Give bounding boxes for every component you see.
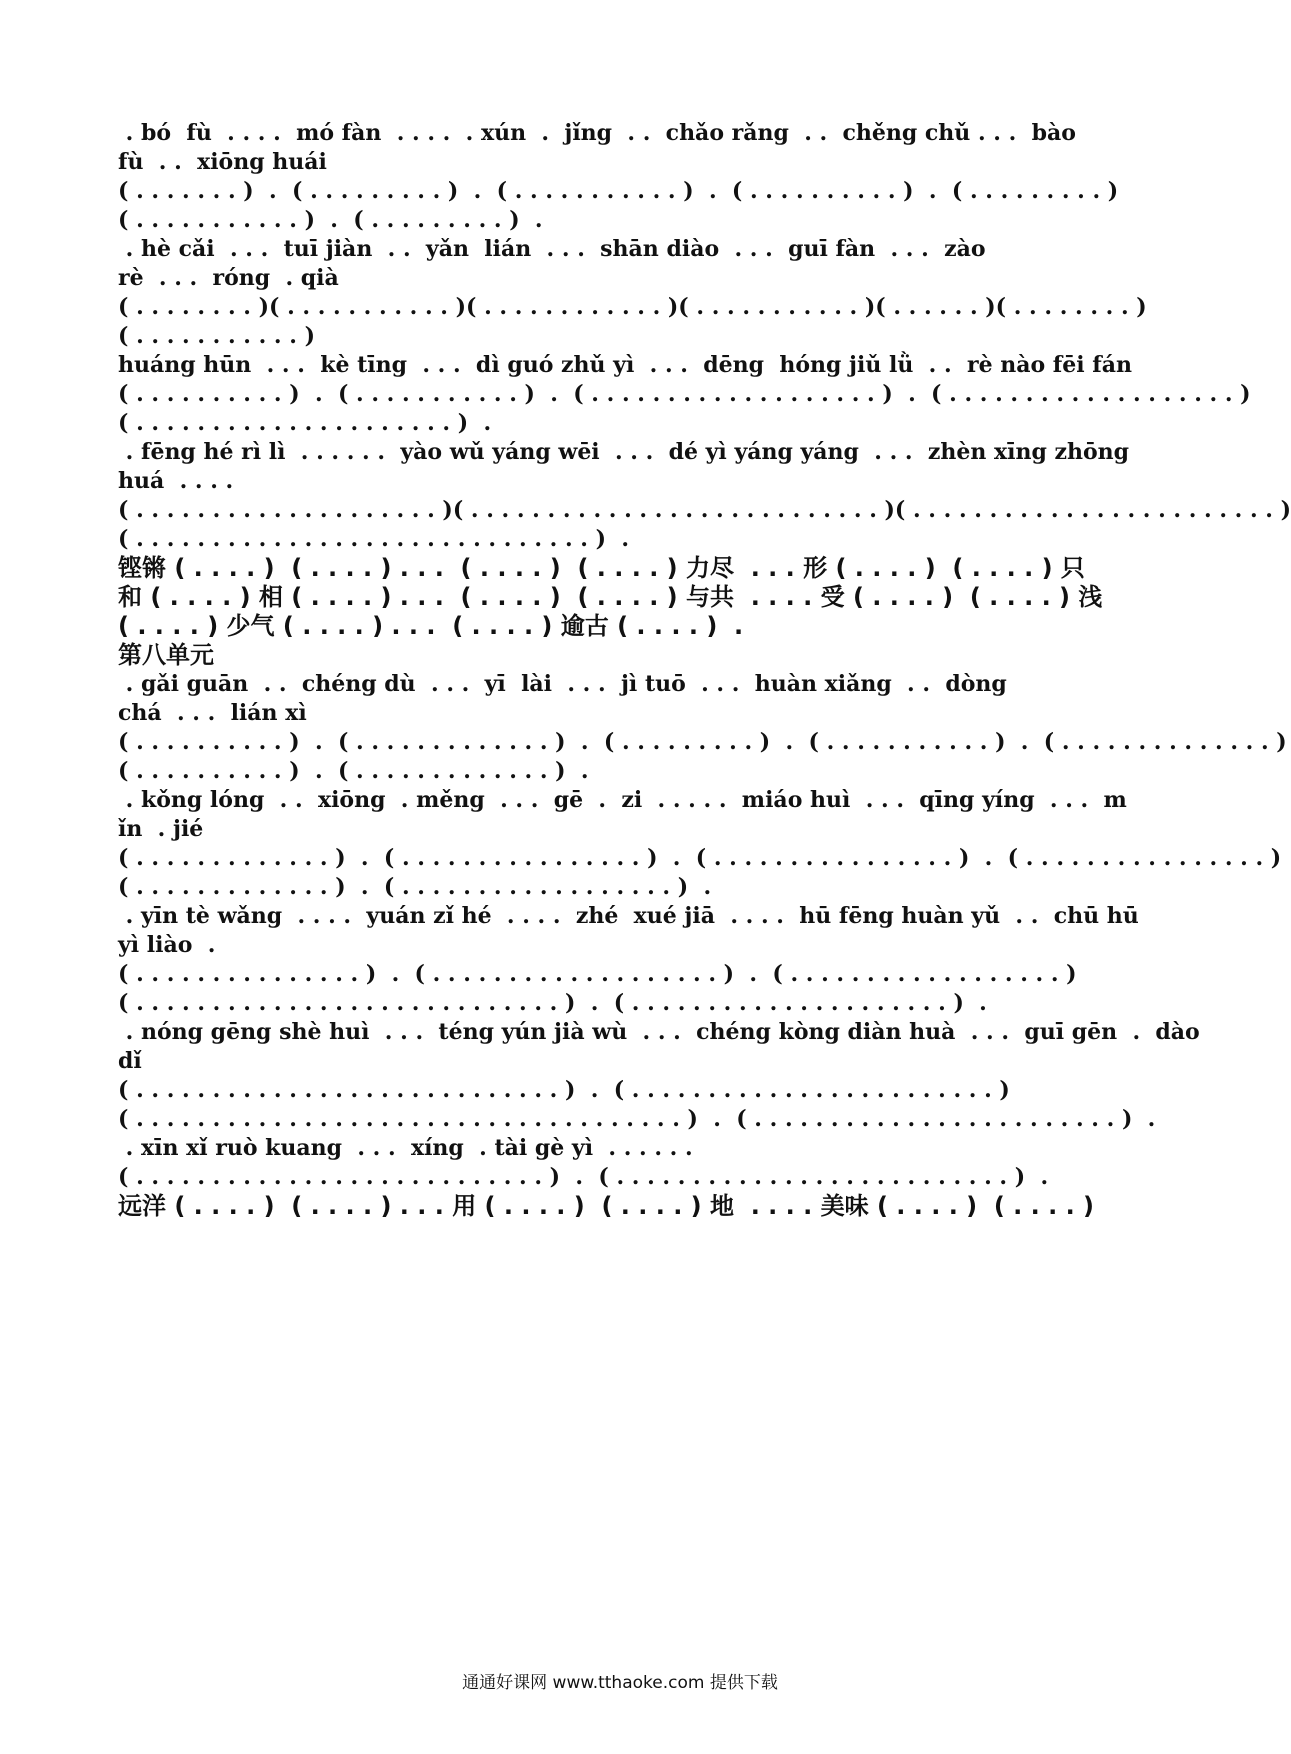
pinyin-row: chá . . . lián xì [118,700,307,726]
idiom-fill-row: 铿锵 ( . . . . ) ( . . . . ) . . . ( . . . . ) ( . . . . ) 力尽 . . . 形 ( . . . . ) ( . . . . ) 只 [118,554,1085,582]
answer-blanks-row: ( . . . . . . . . . . ) . ( . . . . . . . . . . . . . ) . [118,758,589,784]
answer-blanks-row: ( . . . . . . . . . . . . . . . . . . . . . . . . . . . . . . . . . . . . ) . ( . . . . . . . . . . . . . . . . . . . . . . . . ) . [118,1106,1156,1132]
pinyin-row: huá . . . . [118,468,234,494]
pinyin-row: dǐ [118,1048,142,1074]
answer-blanks-row: ( . . . . . . . . . . . . . . . . . . . . )( . . . . . . . . . . . . . . . . . . . . . . . . . . . )( . . . . . . . . . . . . . . . . . . . . . . . . ) [118,497,1291,523]
pinyin-row: . xīn xǐ ruò kuang . . . xíng . tài gè yì . . . . . . [118,1135,693,1161]
pinyin-row: yì liào . [118,932,216,958]
answer-blanks-row: ( . . . . . . . . . . ) . ( . . . . . . . . . . . ) . ( . . . . . . . . . . . . . . . . . . . ) . ( . . . . . . . . . . . . . . . . . . . ) [118,381,1251,407]
pinyin-row: . yīn tè wǎng . . . . yuán zǐ hé . . . . zhé xué jiā . . . . hū fēng huàn yǔ . . chū hū [118,903,1139,929]
pinyin-row: huáng hūn . . . kè tīng . . . dì guó zhǔ yì . . . dēng hóng jiǔ lǜ . . rè nào fēi fán [118,352,1132,378]
answer-blanks-row: ( . . . . . . . . . . . ) . ( . . . . . . . . . ) . [118,207,543,233]
pinyin-row: fù . . xiōng huái [118,149,327,175]
answer-blanks-row: ( . . . . . . . . . . . . . . . . . . . . . . . . . . . ) . ( . . . . . . . . . . . . . . . . . . . . . . . . . . ) . [118,1164,1049,1190]
answer-blanks-row: ( . . . . . . . . . . . . . . . . . . . . . . . . . . . . ) . ( . . . . . . . . . . . . . . . . . . . . . . . . ) [118,1077,1010,1103]
answer-blanks-row: ( . . . . . . . . . . . . . ) . ( . . . . . . . . . . . . . . . . . . ) . [118,874,712,900]
pinyin-row: . bó fù . . . . mó fàn . . . . . xún . jǐng . . chǎo rǎng . . chěng chǔ . . . bào [118,120,1076,146]
answer-blanks-row: ( . . . . . . . . . . . . . . . . . . . . . . . . . . . . . . ) . [118,526,630,552]
answer-blanks-row: ( . . . . . . . . . . . . . . . ) . ( . . . . . . . . . . . . . . . . . . . ) . ( . . . . . . . . . . . . . . . . . . ) [118,961,1077,987]
pinyin-row: . hè cǎi . . . tuī jiàn . . yǎn lián . . . shān diào . . . guī fàn . . . zào [118,236,986,262]
answer-blanks-row: ( . . . . . . . . . . ) . ( . . . . . . . . . . . . . ) . ( . . . . . . . . . ) . ( . . . . . . . . . . . ) . ( . . . . . . . . . . . . . . ) [118,729,1287,755]
pinyin-row: . fēng hé rì lì . . . . . . yào wǔ yáng wēi . . . dé yì yáng yáng . . . zhèn xīng zhōng [118,439,1130,465]
page-footer: 通通好课网 www.tthaoke.com 提供下载 [462,1673,778,1693]
answer-blanks-row: ( . . . . . . . . . . . . . . . . . . . . . ) . [118,410,492,436]
pinyin-row: rè . . . róng . qià [118,265,339,291]
answer-blanks-row: ( . . . . . . . . . . . . . ) . ( . . . . . . . . . . . . . . . . ) . ( . . . . . . . . . . . . . . . . ) . ( . . . . . . . . . . . . . . . . ) [118,845,1282,871]
answer-blanks-row: ( . . . . . . . ) . ( . . . . . . . . . ) . ( . . . . . . . . . . . ) . ( . . . . . . . . . . ) . ( . . . . . . . . . ) [118,178,1119,204]
pinyin-row: . nóng gēng shè huì . . . téng yún jià wù . . . chéng kòng diàn huà . . . guī gēn . dào [118,1019,1200,1045]
idiom-fill-row: 远洋 ( . . . . ) ( . . . . ) . . . 用 ( . . . . ) ( . . . . ) 地 . . . . 美味 ( . . . . ) ( . . . . ) [118,1192,1095,1220]
idiom-fill-row: 和 ( . . . . ) 相 ( . . . . ) . . . ( . . . . ) ( . . . . ) 与共 . . . . 受 ( . . . . ) ( . . . . ) 浅 [118,583,1103,611]
pinyin-row: . kǒng lóng . . xiōng . měng . . . gē . zi . . . . . miáo huì . . . qīng yíng . . . m [118,787,1127,813]
idiom-fill-row: ( . . . . ) 少气 ( . . . . ) . . . ( . . . . ) 逾古 ( . . . . ) . [118,612,744,640]
pinyin-row: . gǎi guān . . chéng dù . . . yī lài . . . jì tuō . . . huàn xiǎng . . dòng [118,671,1007,697]
answer-blanks-row: ( . . . . . . . . . . . . . . . . . . . . . . . . . . . . ) . ( . . . . . . . . . . . . . . . . . . . . . ) . [118,990,987,1016]
unit-heading: 第八单元 [118,641,214,669]
answer-blanks-row: ( . . . . . . . . . . . ) [118,323,315,349]
answer-blanks-row: ( . . . . . . . . )( . . . . . . . . . . . )( . . . . . . . . . . . . )( . . . . . . . . . . . )( . . . . . . )( . . . . . . . . ) [118,294,1147,320]
pinyin-row: ǐn . jié [118,816,204,842]
